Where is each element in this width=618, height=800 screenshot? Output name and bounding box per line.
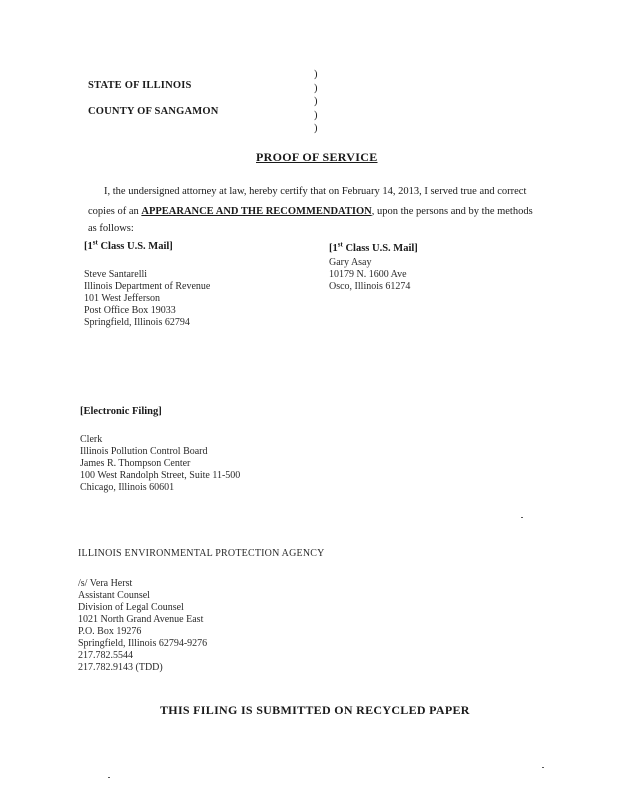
- state-caption: STATE OF ILLINOIS: [88, 80, 192, 91]
- recycled-paper-notice: THIS FILING IS SUBMITTED ON RECYCLED PAPER: [160, 703, 470, 717]
- caption-bracket: [314, 68, 318, 136]
- service-method-electronic: [Electronic Filing]: [80, 406, 162, 417]
- address-line: 100 West Randolph Street, Suite 11-500: [80, 470, 241, 481]
- signature-line: Division of Legal Counsel: [78, 602, 184, 613]
- intro-text: copies of an: [88, 206, 142, 217]
- recipient-address-left: [84, 269, 210, 329]
- address-line: 101 West Jefferson: [84, 293, 161, 304]
- signature-line: 217.782.5544: [78, 650, 133, 661]
- county-caption: COUNTY OF SANGAMON: [88, 106, 219, 117]
- served-document-name: APPEARANCE AND THE RECOMMENDATION: [141, 206, 372, 217]
- address-line: Steve Santarelli: [84, 269, 148, 280]
- address-line: Illinois Pollution Control Board: [80, 446, 208, 457]
- intro-text: , upon the persons and by the methods: [371, 206, 533, 217]
- signature-line: P.O. Box 19276: [78, 626, 142, 637]
- caption-paren: ): [314, 96, 318, 107]
- signature-line: 217.782.9143 (TDD): [78, 662, 163, 673]
- caption-paren: ): [314, 82, 318, 94]
- caption-paren: ): [314, 123, 318, 134]
- intro-line-1: [104, 184, 526, 199]
- method-prefix: [1: [329, 243, 338, 254]
- scan-speck: [521, 517, 523, 518]
- address-line: James R. Thompson Center: [80, 458, 191, 469]
- scan-speck: [108, 777, 110, 778]
- signature-block: [78, 578, 207, 674]
- intro-text: I, the undersigned attorney at law, hereby certify that on February 14, 2013, I served true and correct: [104, 186, 527, 197]
- method-sup: st: [92, 238, 98, 247]
- caption-paren: ): [314, 69, 318, 80]
- method-suffix: Class U.S. Mail]: [97, 241, 173, 252]
- recipient-address-electronic: [80, 434, 240, 494]
- recipient-address-right: [329, 257, 410, 293]
- caption-paren: ): [314, 109, 318, 121]
- signature-line: Assistant Counsel: [78, 590, 150, 601]
- address-line: Chicago, Illinois 60601: [80, 482, 175, 493]
- address-line: Springfield, Illinois 62794: [84, 317, 190, 328]
- document-title: PROOF OF SERVICE: [256, 150, 378, 164]
- method-suffix: Class U.S. Mail]: [342, 243, 418, 254]
- service-method-left: [84, 238, 173, 252]
- address-line: Illinois Department of Revenue: [84, 281, 211, 292]
- address-line: Post Office Box 19033: [84, 305, 176, 316]
- intro-line-2: [88, 204, 533, 219]
- address-line: Osco, Illinois 61274: [329, 281, 411, 292]
- signature-line: 1021 North Grand Avenue East: [78, 614, 204, 625]
- scan-speck: [542, 767, 544, 768]
- intro-line-3: as follows:: [88, 223, 134, 234]
- address-line: Clerk: [80, 434, 103, 445]
- address-line: Gary Asay: [329, 257, 372, 268]
- method-sup: st: [337, 240, 343, 249]
- signature-line: /s/ Vera Herst: [78, 578, 133, 589]
- agency-name: ILLINOIS ENVIRONMENTAL PROTECTION AGENCY: [78, 548, 325, 559]
- signature-line: Springfield, Illinois 62794-9276: [78, 638, 208, 649]
- method-prefix: [1: [84, 241, 93, 252]
- address-line: 10179 N. 1600 Ave: [329, 269, 407, 280]
- service-method-right: [329, 240, 418, 254]
